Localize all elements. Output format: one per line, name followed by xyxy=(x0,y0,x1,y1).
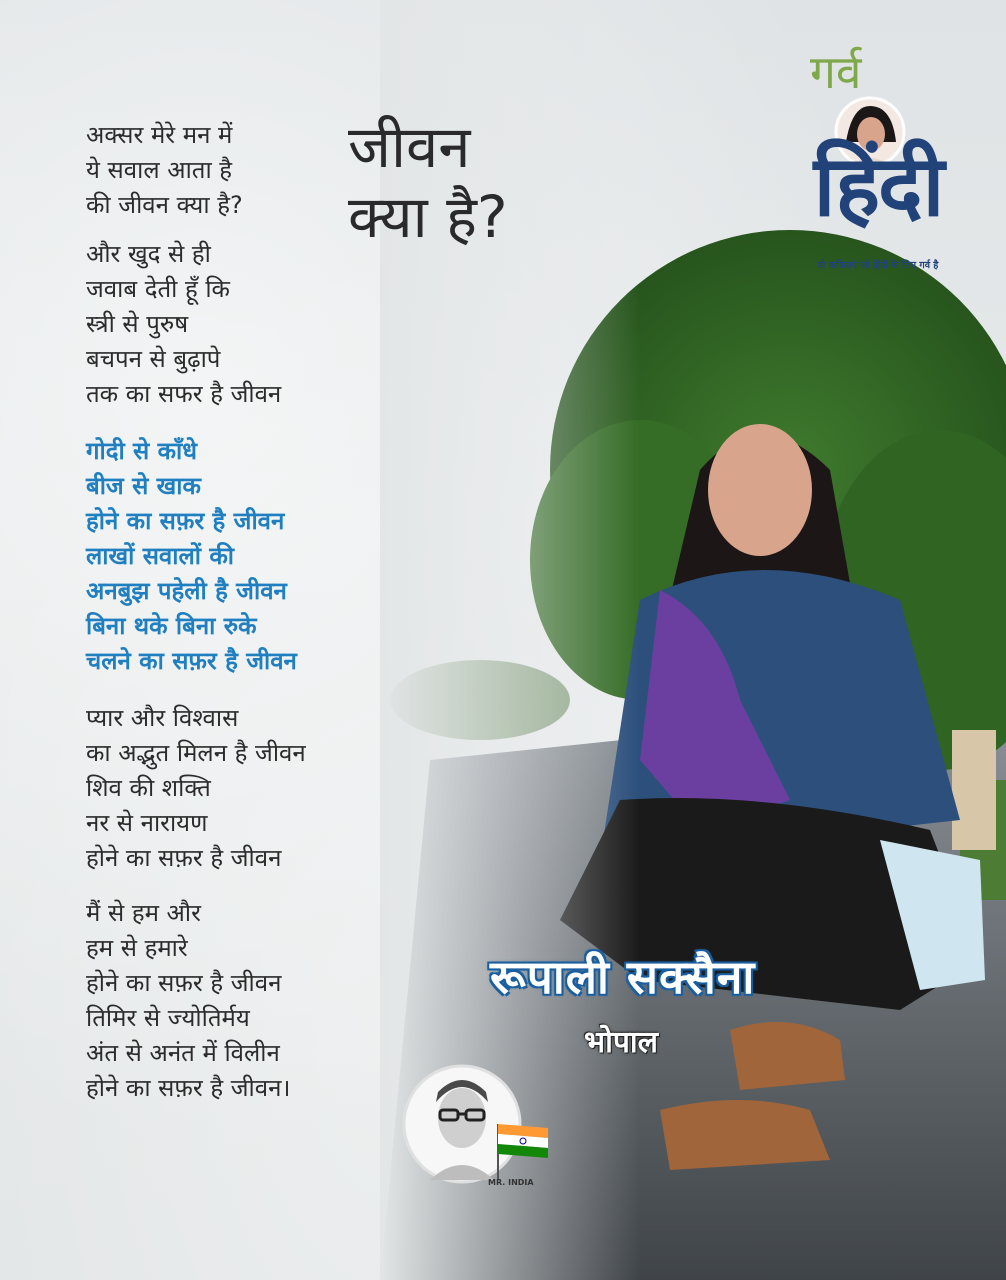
mr-india-badge xyxy=(402,1062,552,1192)
mr-india-avatar-icon xyxy=(402,1062,552,1192)
stanza: मैं से हम और हम से हमारे होने का सफ़र है जीवन तिमिर से ज्योतिर्मय अंत से अनंत में विलीन होने का सफ़र है जीवन। xyxy=(86,899,291,1102)
stanza: प्यार और विश्वास का अद्भुत मिलन है जीवन शिव की शक्ति नर से नारायण होने का सफ़र है जीवन xyxy=(86,704,306,872)
logo-title: हिंदी xyxy=(813,137,943,235)
garv-hindi-logo xyxy=(778,40,978,280)
logo-script: गर्व xyxy=(810,45,862,99)
author-city: भोपाल xyxy=(584,1025,659,1060)
poem-title: जीवन क्या है? xyxy=(348,113,508,251)
poem-body xyxy=(86,118,406,1119)
stone-marker xyxy=(952,730,996,850)
stanza: अक्सर मेरे मन में ये सवाल आता है की जीवन क्या है? xyxy=(86,121,243,219)
badge-label: MR. INDIA xyxy=(488,1178,534,1187)
author-name: रूपाली सक्सैना xyxy=(490,950,756,1004)
stanza-highlighted: गोदी से काँधे बीज से खाक होने का सफ़र है जीवन लाखों सवालों की अनबुझ पहेली है जीवन बिना थके बिना रुके चलने का सफ़र है जीवन xyxy=(86,437,297,675)
stanza: और खुद से ही जवाब देती हूँ कि स्त्री से पुरुष बचपन से बुढ़ापे तक का सफर है जीवन xyxy=(86,240,282,408)
logo-tagline: वो कविताएं जो हिंदी के लिए गर्व है xyxy=(817,260,939,271)
